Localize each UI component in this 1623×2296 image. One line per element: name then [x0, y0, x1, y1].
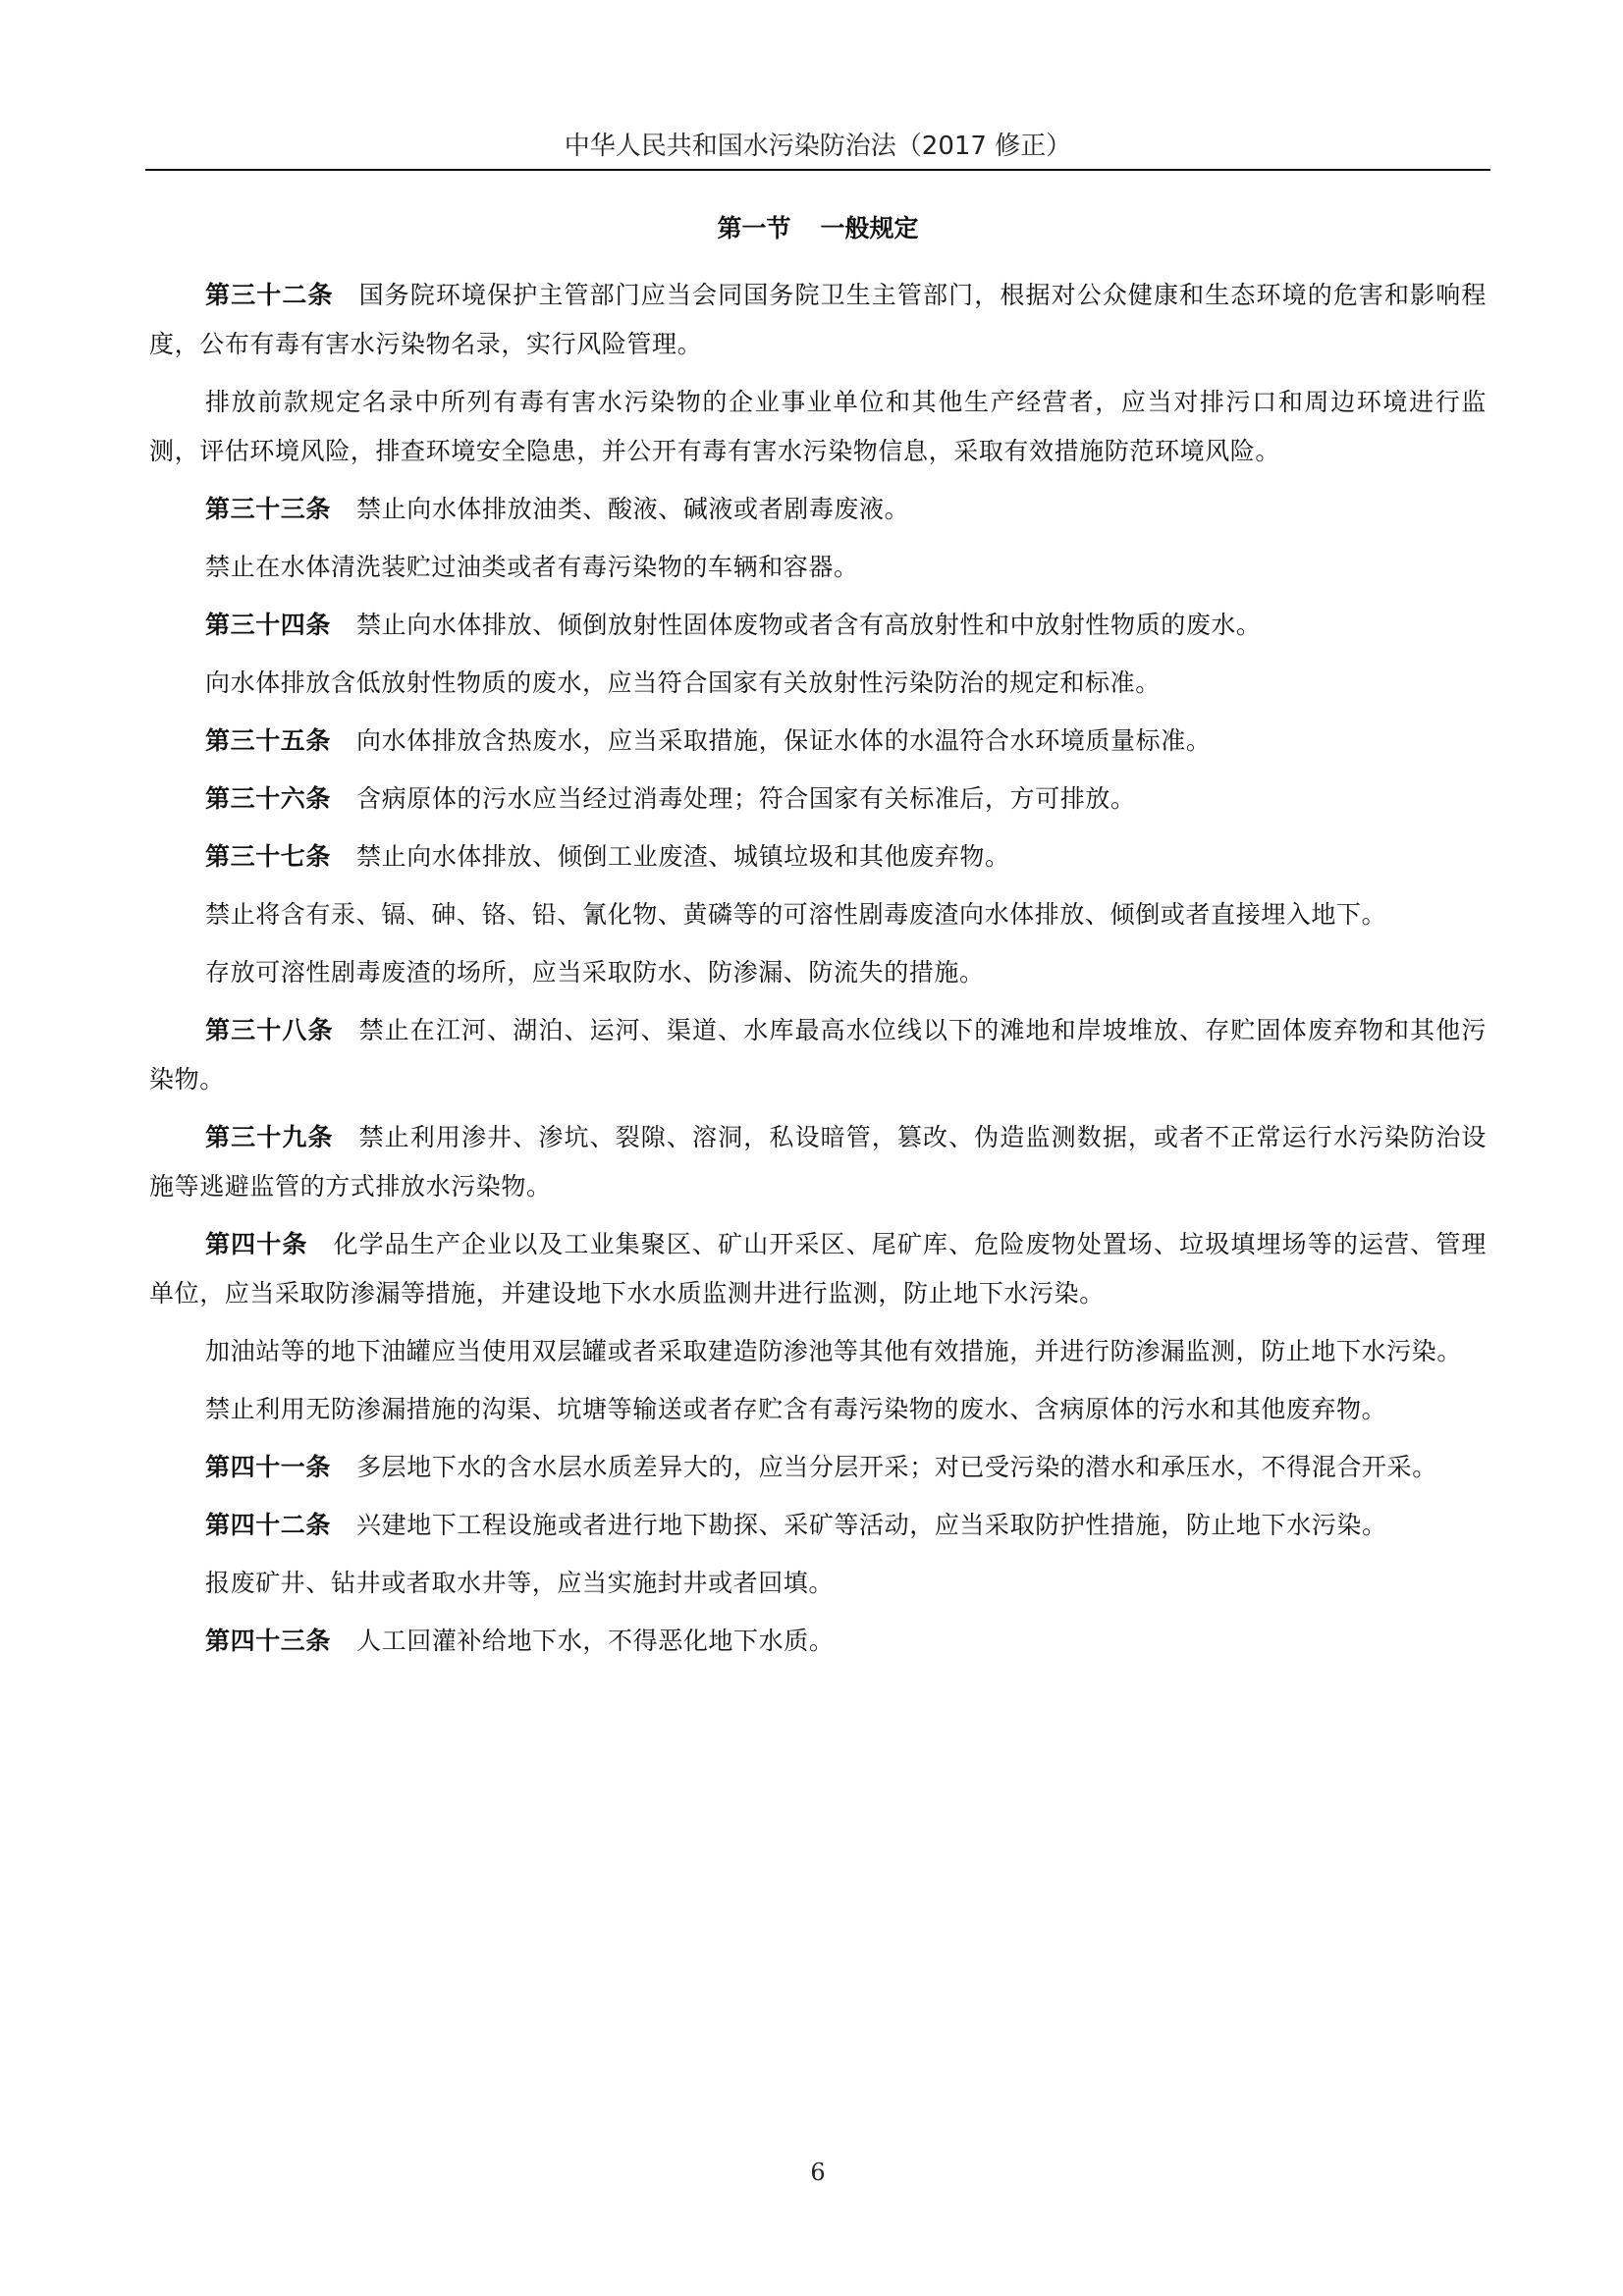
paragraph-text: 含病原体的污水应当经过消毒处理；符合国家有关标准后，方可排放。	[356, 784, 1136, 813]
article-number: 第四十二条	[205, 1511, 332, 1539]
paragraph-text: 存放可溶性剧毒废渣的场所，应当采取防水、防渗漏、防流失的措施。	[205, 958, 985, 987]
article-paragraph	[149, 717, 1487, 766]
article-number: 第三十四条	[205, 611, 332, 639]
article-paragraph	[149, 485, 1487, 534]
paragraph-text: 加油站等的地下油罐应当使用双层罐或者采取建造防渗池等其他有效措施，并进行防渗漏监测，防止地下水污染。	[205, 1337, 1463, 1365]
paragraph-text: 报废矿井、钻井或者取水井等，应当实施封井或者回填。	[205, 1569, 835, 1597]
article-paragraph	[149, 1006, 1487, 1104]
article-paragraph	[149, 1501, 1487, 1550]
article-number: 第三十三条	[205, 495, 332, 523]
article-number: 第三十七条	[205, 842, 332, 871]
paragraph-text: 禁止将含有汞、镉、砷、铬、铅、氰化物、黄磷等的可溶性剧毒废渣向水体排放、倾倒或者直接埋入地下。	[205, 900, 1387, 929]
paragraph	[149, 1327, 1487, 1376]
page-body	[149, 206, 1487, 1675]
paragraph	[149, 1559, 1487, 1608]
paragraph	[149, 378, 1487, 476]
article-number: 第三十二条	[205, 281, 334, 309]
section-title	[149, 206, 1487, 251]
article-paragraph	[149, 1617, 1487, 1666]
article-number: 第三十六条	[205, 784, 332, 813]
paragraph-text: 向水体排放含热废水，应当采取措施，保证水体的水温符合水环境质量标准。	[356, 726, 1212, 755]
paragraph-text: 排放前款规定名录中所列有毒有害水污染物的企业事业单位和其他生产经营者，应当对排污口和周边环境进行监测，评估环境风险，排查环境安全隐患，并公开有毒有害水污染物信息，采取有效措施防范环境风险。	[149, 388, 1487, 465]
paragraph-text: 国务院环境保护主管部门应当会同国务院卫生主管部门，根据对公众健康和生态环境的危害和影响程度，公布有毒有害水污染物名录，实行风险管理。	[149, 281, 1487, 358]
paragraph	[149, 890, 1487, 939]
article-number: 第四十三条	[205, 1627, 332, 1655]
article-paragraph	[149, 271, 1487, 369]
article-paragraph	[149, 774, 1487, 824]
paragraph-text: 向水体排放含低放射性物质的废水，应当符合国家有关放射性污染防治的规定和标准。	[205, 668, 1161, 697]
page-number: 6	[810, 2159, 826, 2186]
paragraph-text: 人工回灌补给地下水，不得恶化地下水质。	[356, 1627, 835, 1655]
article-paragraph	[149, 832, 1487, 881]
paragraph	[149, 659, 1487, 708]
paragraph	[149, 543, 1487, 592]
paragraph	[149, 1385, 1487, 1434]
section-number: 第一节	[717, 214, 791, 242]
paragraph-text: 兴建地下工程设施或者进行地下勘探、采矿等活动，应当采取防护性措施，防止地下水污染。	[356, 1511, 1387, 1539]
article-paragraph	[149, 1113, 1487, 1211]
article-number: 第三十五条	[205, 726, 332, 755]
paragraph-text: 多层地下水的含水层水质差异大的，应当分层开采；对已受污染的潜水和承压水，不得混合开采。	[356, 1453, 1437, 1481]
article-number: 第三十九条	[205, 1123, 334, 1151]
paragraph-text: 禁止向水体排放、倾倒放射性固体废物或者含有高放射性和中放射性物质的废水。	[356, 611, 1262, 639]
article-number: 第四十一条	[205, 1453, 332, 1481]
paragraph-text: 禁止在水体清洗装贮过油类或者有毒污染物的车辆和容器。	[205, 553, 859, 581]
paragraph-text: 禁止向水体排放油类、酸液、碱液或者剧毒废液。	[356, 495, 910, 523]
section-name: 一般规定	[820, 214, 919, 242]
article-paragraph	[149, 1220, 1487, 1318]
article-number: 第四十条	[205, 1230, 308, 1258]
article-paragraph	[149, 1443, 1487, 1492]
paragraph-text: 禁止利用渗井、渗坑、裂隙、溶洞，私设暗管，篡改、伪造监测数据，或者不正常运行水污染防治设施等逃避监管的方式排放水污染物。	[149, 1123, 1487, 1201]
paragraph-text: 禁止利用无防渗漏措施的沟渠、坑塘等输送或者存贮含有毒污染物的废水、含病原体的污水和其他废弃物。	[205, 1395, 1387, 1423]
paragraph	[149, 948, 1487, 997]
paragraph-text: 化学品生产企业以及工业集聚区、矿山开采区、尾矿库、危险废物处置场、垃圾填埋场等的运营、管理单位，应当采取防渗漏等措施，并建设地下水水质监测井进行监测，防止地下水污染。	[149, 1230, 1487, 1308]
article-paragraph	[149, 601, 1487, 650]
article-number: 第三十八条	[205, 1016, 334, 1044]
paragraph-text: 禁止在江河、湖泊、运河、渠道、水库最高水位线以下的滩地和岸坡堆放、存贮固体废弃物和其他污染物。	[149, 1016, 1487, 1094]
paragraph-text: 禁止向水体排放、倾倒工业废渣、城镇垃圾和其他废弃物。	[356, 842, 1010, 871]
header-rule	[145, 169, 1490, 171]
running-header: 中华人民共和国水污染防治法（2017 修正）	[564, 132, 1072, 161]
